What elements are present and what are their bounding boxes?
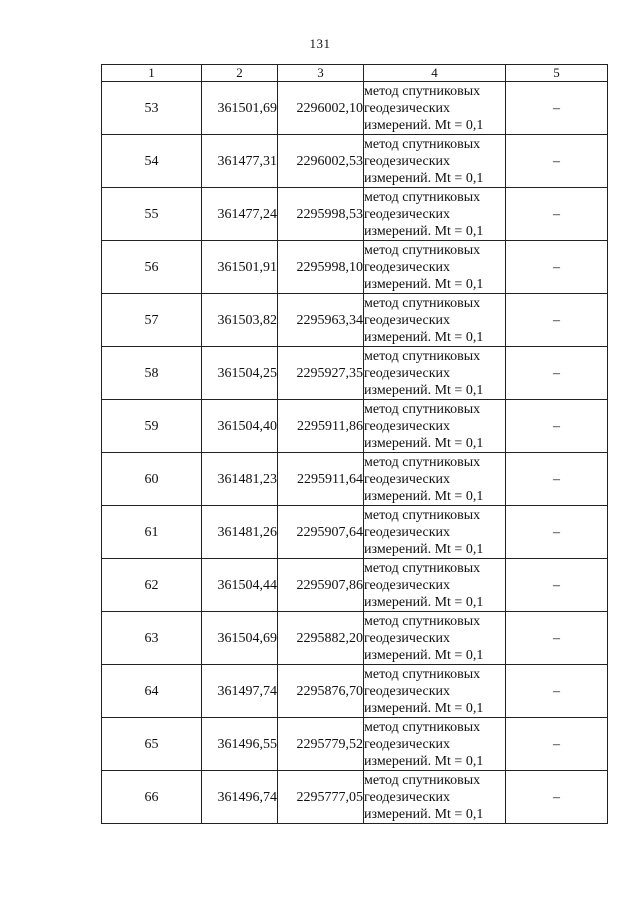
method-line-2: геодезических (364, 577, 451, 593)
y-coordinate-cell: 2295876,70 (278, 665, 364, 718)
method-line-2: геодезических (364, 259, 451, 275)
column-5-cell: – (506, 453, 608, 506)
method-cell (364, 771, 506, 824)
point-number-cell: 53 (102, 82, 202, 135)
y-coordinate-cell: 2295998,10 (278, 241, 364, 294)
point-number-cell: 62 (102, 559, 202, 612)
table-row (102, 453, 608, 506)
table-row (102, 188, 608, 241)
x-coordinate-cell: 361481,23 (202, 453, 278, 506)
method-line-2: геодезических (364, 524, 451, 540)
method-cell (364, 453, 506, 506)
table-row (102, 347, 608, 400)
method-line-1: метод спутниковых (364, 666, 481, 682)
column-5-cell: – (506, 82, 608, 135)
method-line-2: геодезических (364, 312, 451, 328)
point-number-cell: 59 (102, 400, 202, 453)
x-coordinate-cell: 361496,74 (202, 771, 278, 824)
method-line-1: метод спутниковых (364, 772, 481, 788)
x-coordinate-cell: 361477,24 (202, 188, 278, 241)
method-line-1: метод спутниковых (364, 242, 481, 258)
point-number-cell: 55 (102, 188, 202, 241)
method-line-1: метод спутниковых (364, 454, 481, 470)
x-coordinate-cell: 361477,31 (202, 135, 278, 188)
method-line-1: метод спутниковых (364, 613, 481, 629)
point-number-cell: 65 (102, 718, 202, 771)
point-number-cell: 60 (102, 453, 202, 506)
x-coordinate-cell: 361496,55 (202, 718, 278, 771)
point-number-cell: 63 (102, 612, 202, 665)
column-5-cell: – (506, 665, 608, 718)
method-line-3: измерений. Mt = 0,1 (364, 753, 484, 769)
method-line-2: геодезических (364, 683, 451, 699)
x-coordinate-cell: 361504,44 (202, 559, 278, 612)
method-cell (364, 241, 506, 294)
column-5-cell: – (506, 347, 608, 400)
column-5-cell: – (506, 612, 608, 665)
column-5-cell: – (506, 188, 608, 241)
table-row (102, 82, 608, 135)
y-coordinate-cell: 2295779,52 (278, 718, 364, 771)
point-number-cell: 64 (102, 665, 202, 718)
column-5-cell: – (506, 559, 608, 612)
table-row (102, 241, 608, 294)
method-line-3: измерений. Mt = 0,1 (364, 329, 484, 345)
column-5-cell: – (506, 771, 608, 824)
method-cell (364, 347, 506, 400)
column-5-cell: – (506, 506, 608, 559)
column-5-cell: – (506, 135, 608, 188)
method-line-3: измерений. Mt = 0,1 (364, 806, 484, 822)
column-header-3: 3 (278, 65, 364, 82)
table-row (102, 771, 608, 824)
method-cell (364, 612, 506, 665)
method-line-3: измерений. Mt = 0,1 (364, 117, 484, 133)
method-cell (364, 718, 506, 771)
table-row (102, 135, 608, 188)
y-coordinate-cell: 2296002,53 (278, 135, 364, 188)
method-line-3: измерений. Mt = 0,1 (364, 700, 484, 716)
method-line-2: геодезических (364, 206, 451, 222)
method-line-1: метод спутниковых (364, 83, 481, 99)
column-header-4: 4 (364, 65, 506, 82)
x-coordinate-cell: 361504,69 (202, 612, 278, 665)
table-row (102, 612, 608, 665)
x-coordinate-cell: 361504,40 (202, 400, 278, 453)
method-cell (364, 665, 506, 718)
x-coordinate-cell: 361481,26 (202, 506, 278, 559)
method-cell (364, 294, 506, 347)
y-coordinate-cell: 2295998,53 (278, 188, 364, 241)
x-coordinate-cell: 361501,69 (202, 82, 278, 135)
method-line-2: геодезических (364, 153, 451, 169)
method-line-2: геодезических (364, 736, 451, 752)
table-row (102, 665, 608, 718)
x-coordinate-cell: 361503,82 (202, 294, 278, 347)
column-header-1: 1 (102, 65, 202, 82)
point-number-cell: 61 (102, 506, 202, 559)
method-cell (364, 82, 506, 135)
method-line-1: метод спутниковых (364, 719, 481, 735)
y-coordinate-cell: 2295907,64 (278, 506, 364, 559)
method-line-3: измерений. Mt = 0,1 (364, 435, 484, 451)
point-number-cell: 57 (102, 294, 202, 347)
method-cell (364, 135, 506, 188)
header-row (102, 65, 608, 82)
method-line-2: геодезических (364, 630, 451, 646)
method-line-2: геодезических (364, 471, 451, 487)
coordinates-table (101, 64, 608, 824)
method-cell (364, 506, 506, 559)
y-coordinate-cell: 2295963,34 (278, 294, 364, 347)
method-line-1: метод спутниковых (364, 189, 481, 205)
method-line-1: метод спутниковых (364, 507, 481, 523)
method-line-1: метод спутниковых (364, 348, 481, 364)
column-header-5: 5 (506, 65, 608, 82)
page-number: 131 (309, 36, 331, 51)
method-line-2: геодезических (364, 789, 451, 805)
method-line-3: измерений. Mt = 0,1 (364, 170, 484, 186)
method-line-2: геодезических (364, 100, 451, 116)
table-row (102, 718, 608, 771)
method-line-1: метод спутниковых (364, 295, 481, 311)
method-cell (364, 188, 506, 241)
method-line-3: измерений. Mt = 0,1 (364, 594, 484, 610)
method-line-2: геодезических (364, 365, 451, 381)
table-row (102, 559, 608, 612)
method-line-3: измерений. Mt = 0,1 (364, 276, 484, 292)
table-header (102, 65, 608, 82)
table-row (102, 400, 608, 453)
column-5-cell: – (506, 718, 608, 771)
table-row (102, 294, 608, 347)
method-line-3: измерений. Mt = 0,1 (364, 382, 484, 398)
method-line-3: измерений. Mt = 0,1 (364, 647, 484, 663)
method-cell (364, 400, 506, 453)
method-line-3: измерений. Mt = 0,1 (364, 223, 484, 239)
column-5-cell: – (506, 400, 608, 453)
method-line-2: геодезических (364, 418, 451, 434)
method-line-3: измерений. Mt = 0,1 (364, 488, 484, 504)
table-row (102, 506, 608, 559)
column-5-cell: – (506, 294, 608, 347)
y-coordinate-cell: 2295777,05 (278, 771, 364, 824)
x-coordinate-cell: 361504,25 (202, 347, 278, 400)
y-coordinate-cell: 2295882,20 (278, 612, 364, 665)
method-cell (364, 559, 506, 612)
y-coordinate-cell: 2295907,86 (278, 559, 364, 612)
y-coordinate-cell: 2296002,10 (278, 82, 364, 135)
table-body (102, 82, 608, 824)
method-line-1: метод спутниковых (364, 560, 481, 576)
y-coordinate-cell: 2295911,64 (278, 453, 364, 506)
column-header-2: 2 (202, 65, 278, 82)
point-number-cell: 56 (102, 241, 202, 294)
method-line-1: метод спутниковых (364, 401, 481, 417)
y-coordinate-cell: 2295927,35 (278, 347, 364, 400)
method-line-1: метод спутниковых (364, 136, 481, 152)
x-coordinate-cell: 361497,74 (202, 665, 278, 718)
y-coordinate-cell: 2295911,86 (278, 400, 364, 453)
column-5-cell: – (506, 241, 608, 294)
point-number-cell: 66 (102, 771, 202, 824)
point-number-cell: 54 (102, 135, 202, 188)
x-coordinate-cell: 361501,91 (202, 241, 278, 294)
point-number-cell: 58 (102, 347, 202, 400)
method-line-3: измерений. Mt = 0,1 (364, 541, 484, 557)
